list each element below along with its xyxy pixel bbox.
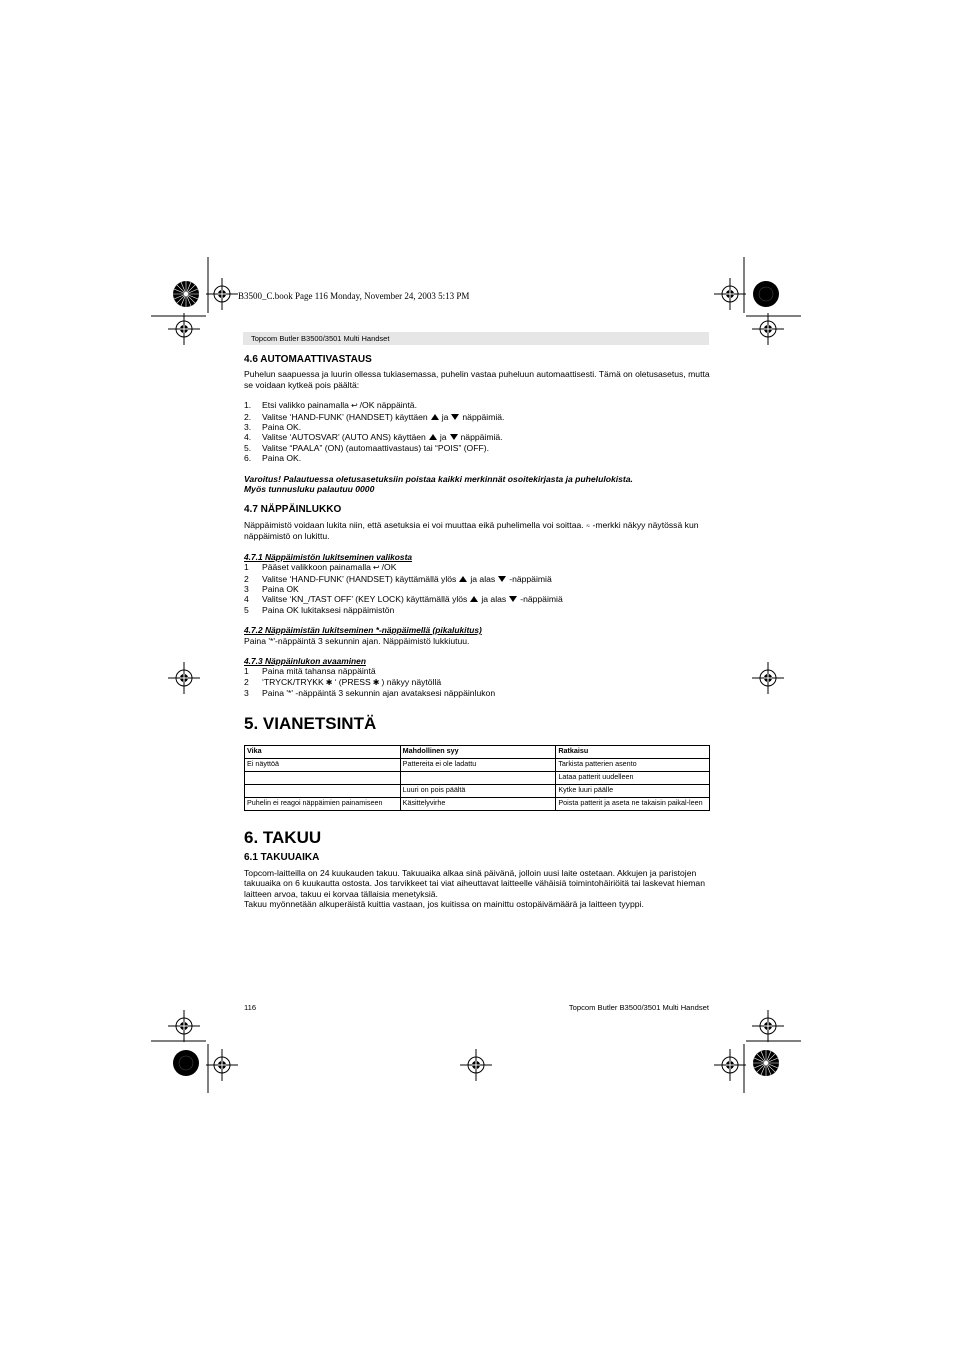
list-item: 3. Paina OK. xyxy=(244,422,302,433)
list-item: 1 Pääset valikkoon painamalla ↩ /OK xyxy=(244,562,397,573)
warranty-paragraph: Topcom-laitteilla on 24 kuukauden takuu. Takuuaika alkaa sinä päivänä, jolloin uusi laite ostetaan. Akkujen ja paristojen takuuaika on 6 kuukautta ostosta. Jos tarvikkeet tai viat aiheuttavat laitteelle vähäisiä toimintohäiriöitä tai laskevat hieman laitteen arvoa, takuu ei korvaa tällaisia menetyksiä. xyxy=(244,867,705,899)
list-item: 5. Valitse “PAALA” (ON) (automaattivastaus) tai “POIS” (OFF). xyxy=(244,442,489,453)
table-row xyxy=(245,797,710,810)
chapter-title-5: 5. VIANETSINTÄ xyxy=(244,713,377,733)
down-arrow-icon xyxy=(451,414,459,420)
star-icon: ✱ xyxy=(325,677,333,687)
menu-ok-icon: ↩ xyxy=(372,563,380,573)
up-arrow-icon xyxy=(431,414,439,420)
section-4-7-intro: Näppäimistö voidaan lukita niin, että asetuksia ei voi muuttaa eikä puhelimella voi soittaa. ⍨ -merkki näkyy näytössä kun näppäimistö on lukittu. xyxy=(244,519,699,542)
book-header: B3500_C.book Page 116 Monday, November 24, 2003 5:13 PM xyxy=(238,291,470,301)
subsection-4-7-1-steps xyxy=(244,562,710,615)
down-arrow-icon xyxy=(450,434,458,440)
section-4-6-steps xyxy=(244,400,710,463)
down-arrow-icon xyxy=(498,576,506,582)
down-arrow-icon xyxy=(509,596,517,602)
troubleshooting-table xyxy=(244,745,710,811)
section-4-6-intro: Puhelun saapuessa ja luurin ollessa tukiasemassa, puhelin vastaa puheluun automaattisesti. Tämä on oletusasetus, mutta se voidaan kytkeä pois päältä: xyxy=(244,369,710,390)
table-cell: Luuri on pois päältä xyxy=(400,784,556,797)
list-item: 6. Paina OK. xyxy=(244,453,302,464)
key-lock-icon: ⍨ xyxy=(585,520,591,530)
table-cell xyxy=(245,771,401,784)
table-header-row xyxy=(245,745,710,758)
table-row xyxy=(245,784,710,797)
table-header-cell: Mahdollinen syy xyxy=(400,745,556,758)
warning-line-1: Varoitus! Palautuessa oletusasetuksiin poistaa kaikki merkinnät osoitekirjasta ja puhelulokista. xyxy=(244,473,633,484)
list-item: 2 Valitse ‘HAND-FUNK’ (HANDSET) käyttämällä ylös ja alas -näppäimiä xyxy=(244,573,552,584)
subsection-title-4-7-2: 4.7.2 Näppäimistän lukitseminen *-näppäimellä (pikalukitus) xyxy=(244,625,482,636)
table-cell: Lataa patterit uudelleen xyxy=(556,771,710,784)
up-arrow-icon xyxy=(429,434,437,440)
up-arrow-icon xyxy=(470,596,478,602)
table-row xyxy=(245,758,710,771)
table-cell xyxy=(245,784,401,797)
table-cell: Puhelin ei reagoi näppäimien painamiseen xyxy=(245,797,401,810)
table-cell xyxy=(400,771,556,784)
list-item: 3 Paina '*' -näppäintä 3 sekunnin ajan avataksesi näppäinlukon xyxy=(244,688,496,699)
warranty-paragraph-2: Takuu myönnetään alkuperäistä kuittia vastaan, jos kuitissa on mainittu ostopäivämäärä ja laitteen tyyppi. xyxy=(244,899,644,909)
subsection-title-4-7-3: 4.7.3 Näppäinlukon avaaminen xyxy=(244,655,366,666)
menu-ok-icon: ↩ xyxy=(350,401,358,411)
table-cell: Kytke luuri päälle xyxy=(556,784,710,797)
table-header-cell: Ratkaisu xyxy=(556,745,710,758)
up-arrow-icon xyxy=(459,576,467,582)
star-icon: ✱ xyxy=(372,677,380,687)
list-item: 3 Paina OK xyxy=(244,583,299,594)
page-content xyxy=(244,355,710,909)
table-row xyxy=(245,771,710,784)
chapter-title-6: 6. TAKUU xyxy=(244,827,322,847)
section-title-4-7: 4.7 NÄPPÄINLUKKO xyxy=(244,504,342,516)
subsection-4-7-2-text: Paina '*'-näppäintä 3 sekunnin ajan. Näppäimistö lukkiutuu. xyxy=(244,635,470,646)
warning-line-2: Myös tunnusluku palautuu 0000 xyxy=(244,484,375,495)
registration-star-top-left xyxy=(173,281,199,307)
table-cell: Pattereita ei ole ladattu xyxy=(400,758,556,771)
list-item: 4. Valitse ‘AUTOSVAR’ (AUTO ANS) käyttäen ja näppäimiä. xyxy=(244,432,503,443)
running-header: Topcom Butler B3500/3501 Multi Handset xyxy=(243,332,709,345)
list-item: 5 Paina OK lukitaksesi näppäimistön xyxy=(244,604,395,615)
table-cell: Ei näyttöä xyxy=(245,758,401,771)
table-header-cell: Vika xyxy=(245,745,401,758)
page-number: 116 xyxy=(244,1003,257,1012)
table-cell: Käsittelyvirhe xyxy=(400,797,556,810)
subsection-4-7-3-steps xyxy=(244,666,710,698)
list-item: 1. Etsi valikko painamalla ↩ /OK näppäintä. xyxy=(244,400,417,411)
list-item: 2 ‘TRYCK/TRYKK ✱ ‘ (PRESS ✱ ) näkyy näytöllä xyxy=(244,676,442,687)
section-title-4-6: 4.6 AUTOMAATTIVASTAUS xyxy=(244,354,372,365)
list-item: 2. Valitse ‘HAND-FUNK’ (HANDSET) käyttäen ja näppäimiä. xyxy=(244,411,505,422)
table-cell: Poista patterit ja aseta ne takaisin paikal-leen xyxy=(556,797,710,810)
table-cell: Tarkista patterien asento xyxy=(556,758,710,771)
list-item: 1 Paina mitä tahansa näppäintä xyxy=(244,666,376,677)
subsection-title-4-7-1: 4.7.1 Näppäimistön lukitseminen valikosta xyxy=(244,551,413,562)
section-title-6-1: 6.1 TAKUUAIKA xyxy=(244,852,320,864)
footer-title: Topcom Butler B3500/3501 Multi Handset xyxy=(568,1003,709,1012)
list-item: 4 Valitse ‘KN_/TAST OFF’ (KEY LOCK) käyttämällä ylös ja alas -näppäimiä xyxy=(244,594,563,605)
